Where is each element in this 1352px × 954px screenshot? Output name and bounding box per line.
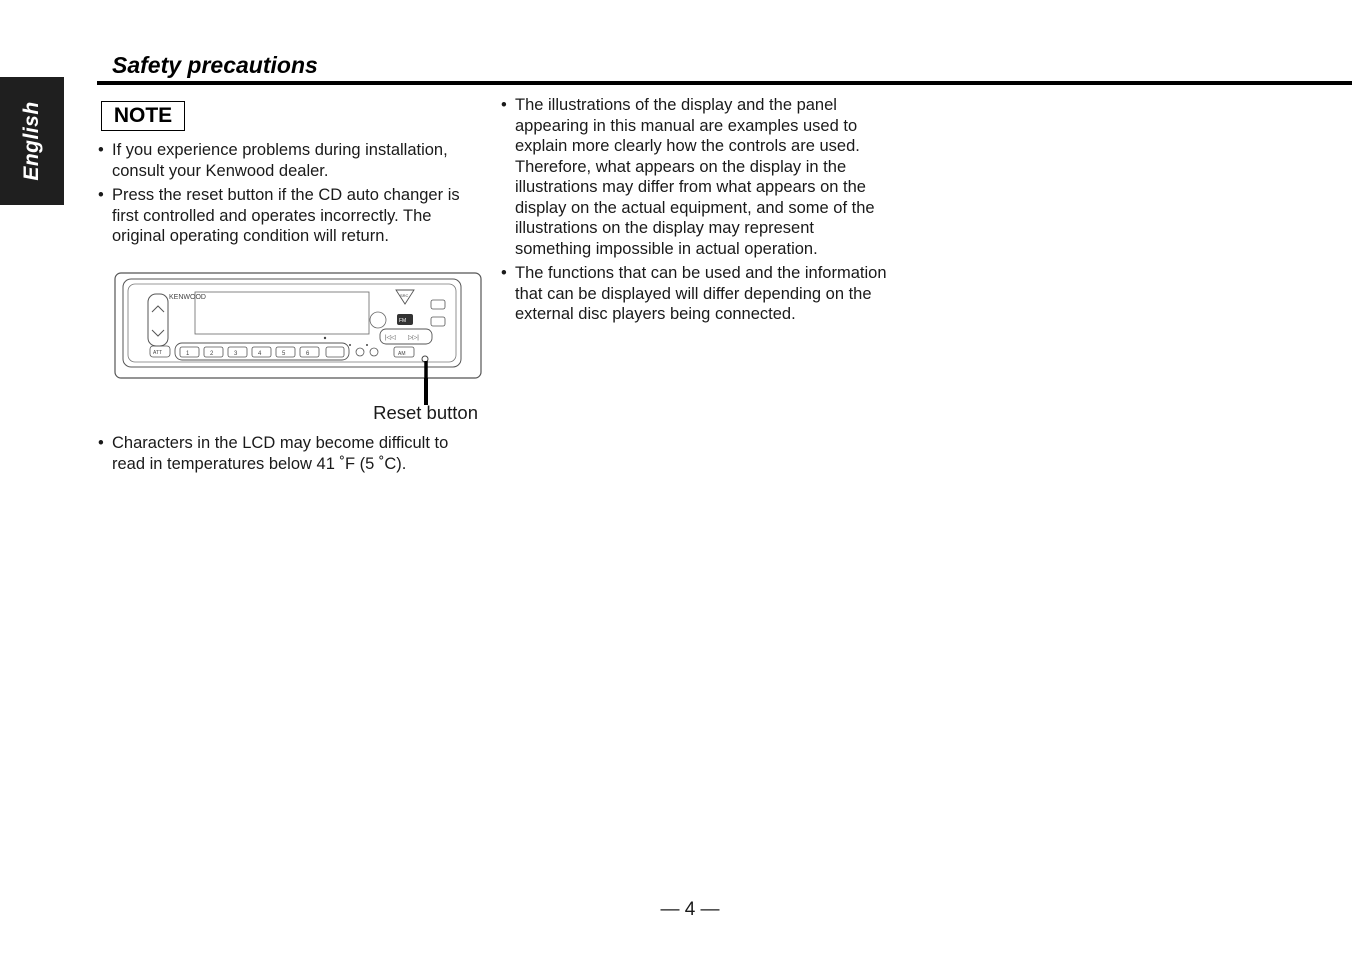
preset-label: 5	[282, 351, 286, 357]
list-item: • The functions that can be used and the information that can be displayed will differ depending on the external disc players being connected.	[500, 263, 890, 325]
next-track-icon: ▷▷|	[408, 335, 419, 341]
language-tab-label: English	[20, 101, 43, 181]
page-number: — 4 —	[660, 899, 720, 920]
callout-line-extension	[424, 378, 428, 405]
src-label: SRC	[400, 293, 409, 298]
faceplate-drawing	[114, 272, 482, 380]
indicator-dot	[349, 344, 351, 346]
note-list-right	[500, 95, 890, 329]
preset-label: 6	[306, 351, 310, 357]
preset-label: 4	[258, 351, 262, 357]
list-item: • The illustrations of the display and the panel appearing in this manual are examples used to explain more clearly how the controls are used. Therefore, what appears on the display in the illustrations may differ from what appears on the display on the actual equipment, and some of the illustrations on the display may represent something impossible in actual operation.	[500, 95, 890, 259]
indicator-dot	[324, 337, 326, 339]
prev-track-icon: |◁◁	[385, 335, 396, 341]
note-list-top	[97, 140, 482, 251]
note-label: NOTE	[101, 101, 185, 131]
preset-label: 1	[186, 351, 190, 357]
page-title: Safety precautions	[112, 52, 318, 78]
fm-label: FM	[399, 318, 407, 324]
am-label: AM	[398, 351, 406, 357]
preset-label: 3	[234, 351, 238, 357]
indicator-dot	[366, 344, 368, 346]
list-item: • Characters in the LCD may become difficult to read in temperatures below 41 ˚F (5 ˚C).	[97, 433, 482, 474]
note-list-bottom	[97, 433, 482, 478]
language-tab	[0, 77, 64, 205]
list-item: • Press the reset button if the CD auto changer is first controlled and operates incorrectly. The original operating condition will return.	[97, 185, 482, 247]
list-item: • If you experience problems during installation, consult your Kenwood dealer.	[97, 140, 482, 181]
brand-logo: KENWOOD	[169, 294, 206, 301]
reset-button-label: Reset button	[373, 402, 478, 423]
att-label: ATT	[153, 350, 163, 356]
faceplate-illustration	[114, 272, 482, 380]
title-rule	[97, 81, 1352, 85]
preset-label: 2	[210, 351, 214, 357]
